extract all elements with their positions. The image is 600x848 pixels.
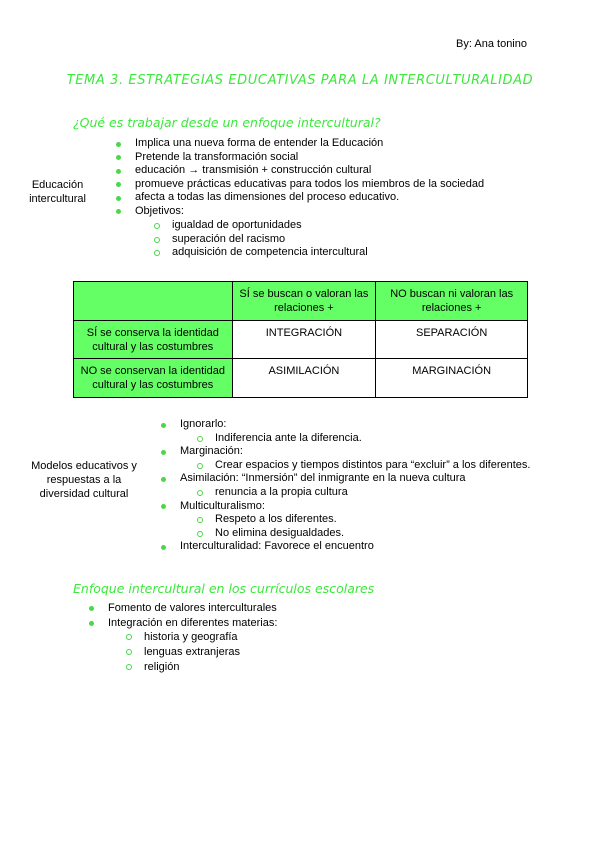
objective-item: adquisición de competencia intercultural <box>172 246 368 259</box>
model-item-interculturality: Interculturalidad: Favorece el encuentro <box>180 540 530 554</box>
model-sub-item: renuncia a la propia cultura <box>215 486 530 500</box>
subjects-list <box>144 630 240 675</box>
model-item-multiculturalism: Multiculturalismo: <box>180 500 530 514</box>
intercultural-education-list <box>135 137 484 219</box>
curriculum-list <box>108 601 277 631</box>
side-label-intercultural-education: Educación intercultural <box>29 179 86 205</box>
model-sub-item: Respeto a los diferentes. <box>215 513 530 527</box>
table-corner-cell <box>74 282 233 321</box>
model-item-assimilation: Asimilación: “Inmersión” del inmigrante en la nueva cultura <box>180 472 530 486</box>
subject-item: historia y geografía <box>144 630 240 645</box>
list-item: Fomento de valores interculturales <box>108 602 277 614</box>
list-item: Objetivos: <box>135 205 484 219</box>
list-item: educación → transmisión + construcción cultural <box>135 164 484 178</box>
col-header-no-relations: NO buscan ni valoran las relaciones + <box>376 282 528 321</box>
subject-item: religión <box>144 660 240 675</box>
acculturation-matrix <box>73 281 528 398</box>
model-item-marginalization: Marginación: <box>180 445 530 459</box>
objectives-list <box>172 219 368 260</box>
author-credit: By: Ana tonino <box>456 38 527 50</box>
model-item-ignore: Ignorarlo: <box>180 418 530 432</box>
list-item: Integración en diferentes materias: <box>108 617 278 629</box>
section-heading-curriculum: Enfoque intercultural en los currículos escolares <box>73 581 375 596</box>
objective-item: superación del racismo <box>172 233 368 247</box>
row-header-keeps-identity: SÍ se conserva la identidad cultural y las costumbres <box>74 321 233 359</box>
list-item: Implica una nueva forma de entender la Educación <box>135 137 484 151</box>
model-sub-item: Indiferencia ante la diferencia. <box>215 432 530 446</box>
row-header-loses-identity: NO se conservan la identidad cultural y las costumbres <box>74 359 233 398</box>
table-row <box>74 321 528 359</box>
cell-assimilation: ASIMILACIÓN <box>232 359 376 398</box>
table-row <box>74 359 528 398</box>
subject-item: lenguas extranjeras <box>144 646 241 658</box>
cell-separation: SEPARACIÓN <box>376 321 528 359</box>
side-label-educational-models: Modelos educativos y respuestas a la diversidad cultural <box>31 460 137 500</box>
model-sub-item: No elimina desigualdades. <box>215 527 530 541</box>
section-heading-intercultural-approach: ¿Qué es trabajar desde un enfoque intercultural? <box>73 115 381 130</box>
educational-models-list <box>180 418 530 554</box>
table-header-row <box>74 282 528 321</box>
list-item: Pretende la transformación social <box>135 151 484 165</box>
cell-integration: INTEGRACIÓN <box>232 321 376 359</box>
list-item: promueve prácticas educativas para todos los miembros de la sociedad <box>135 177 485 190</box>
cell-marginalization: MARGINACIÓN <box>376 359 528 398</box>
page-title: TEMA 3. ESTRATEGIAS EDUCATIVAS PARA LA INTERCULTURALIDAD <box>66 73 534 88</box>
model-sub-item: Crear espacios y tiempos distintos para “excluir” a los diferentes. <box>215 458 531 471</box>
list-item: afecta a todas las dimensiones del proceso educativo. <box>135 191 484 205</box>
objective-item: igualdad de oportunidades <box>172 219 368 233</box>
col-header-values-relations: SÍ se buscan o valoran las relaciones + <box>232 282 376 321</box>
